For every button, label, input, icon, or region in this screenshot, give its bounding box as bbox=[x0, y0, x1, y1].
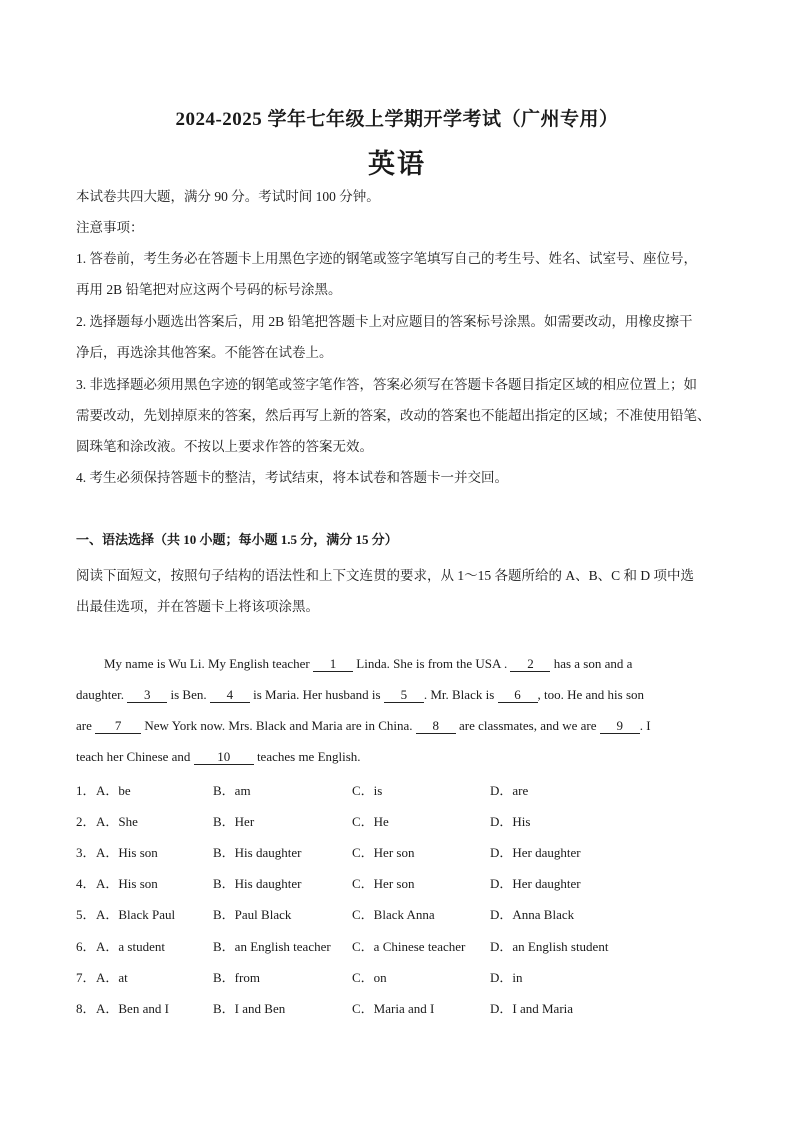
option-d: D．in bbox=[490, 970, 523, 985]
option-b: B．His daughter bbox=[213, 845, 302, 860]
notes-heading: 注意事项： bbox=[76, 220, 144, 235]
question-row bbox=[76, 936, 726, 954]
exam-title: 2024-2025 学年七年级上学期开学考试（广州专用） bbox=[175, 109, 619, 130]
option-c: C．Her son bbox=[352, 845, 415, 860]
option-a: A．at bbox=[96, 970, 128, 985]
question-row bbox=[76, 998, 726, 1016]
passage-text: Linda. She is from the USA . bbox=[353, 656, 511, 671]
option-c: C．Her son bbox=[352, 876, 415, 891]
option-c: C．Maria and I bbox=[352, 1001, 435, 1016]
passage-text: are bbox=[76, 718, 96, 733]
option-b: B．an English teacher bbox=[213, 939, 331, 954]
passage-line bbox=[76, 717, 726, 735]
question-row bbox=[76, 904, 726, 922]
blank-6: 6 bbox=[498, 687, 538, 703]
passage-line bbox=[104, 655, 726, 673]
blank-4: 4 bbox=[210, 687, 250, 703]
passage-text: is Maria. Her husband is bbox=[249, 687, 384, 702]
option-c: C．a Chinese teacher bbox=[352, 939, 466, 954]
option-d: D．His bbox=[490, 814, 531, 829]
passage-text: has a son and a bbox=[550, 656, 633, 671]
note-line: 再用 2B 铅笔把对应这两个号码的标号涂黑。 bbox=[76, 282, 342, 297]
option-a: A．Ben and I bbox=[96, 1001, 169, 1016]
option-d: D．Her daughter bbox=[490, 845, 581, 860]
blank-1: 1 bbox=[313, 656, 353, 672]
option-b: B．am bbox=[213, 783, 251, 798]
option-b: B．from bbox=[213, 970, 260, 985]
option-d: D．Anna Black bbox=[490, 907, 575, 922]
question-number: 6． bbox=[76, 939, 96, 954]
blank-3: 3 bbox=[127, 687, 167, 703]
option-c: C．He bbox=[352, 814, 389, 829]
passage-text: are classmates, and we are bbox=[455, 718, 600, 733]
option-d: D．an English student bbox=[490, 939, 609, 954]
question-number: 4． bbox=[76, 876, 96, 891]
passage-text: daughter. bbox=[76, 687, 128, 702]
note-line: 3. 非选择题必须用黑色字迹的钢笔或签字笔作答，答案必须写在答题卡各题目指定区域的相应位置上；如 bbox=[76, 377, 697, 392]
option-a: A．a student bbox=[96, 939, 165, 954]
passage-line bbox=[76, 748, 726, 766]
question-row bbox=[76, 873, 726, 891]
section-heading: 一、语法选择（共 10 小题；每小题 1.5 分，满分 15 分） bbox=[76, 532, 398, 547]
question-row bbox=[76, 780, 726, 798]
blank-10: 10 bbox=[194, 749, 254, 765]
option-a: A．His son bbox=[96, 845, 158, 860]
passage-text: , too. He and his son bbox=[537, 687, 645, 702]
question-number: 7． bbox=[76, 970, 96, 985]
note-line: 净后，再选涂其他答案。不能答在试卷上。 bbox=[76, 345, 333, 360]
option-b: B．I and Ben bbox=[213, 1001, 286, 1016]
question-number: 5． bbox=[76, 907, 96, 922]
blank-7: 7 bbox=[95, 718, 141, 734]
passage-text: . I bbox=[639, 718, 651, 733]
exam-summary: 本试卷共四大题，满分 90 分。考试时间 100 分钟。 bbox=[76, 189, 380, 204]
passage-line bbox=[76, 686, 726, 704]
question-number: 8． bbox=[76, 1001, 96, 1016]
question-row bbox=[76, 842, 726, 860]
option-a: A．Black Paul bbox=[96, 907, 176, 922]
passage-text: is Ben. bbox=[167, 687, 210, 702]
passage-text: teaches me English. bbox=[253, 749, 361, 764]
option-b: B．Paul Black bbox=[213, 907, 292, 922]
passage-text: My name is Wu Li. My English teacher bbox=[104, 656, 314, 671]
passage-text: . Mr. Black is bbox=[423, 687, 498, 702]
option-b: B．Her bbox=[213, 814, 255, 829]
option-d: D．are bbox=[490, 783, 529, 798]
question-row bbox=[76, 967, 726, 985]
note-line: 需要改动，先划掉原来的答案，然后再写上新的答案，改动的答案也不能超出指定的区域；不准使用铅笔、 bbox=[76, 408, 711, 423]
option-d: D．I and Maria bbox=[490, 1001, 574, 1016]
option-c: C．is bbox=[352, 783, 383, 798]
blank-2: 2 bbox=[510, 656, 550, 672]
note-line: 圆珠笔和涂改液。不按以上要求作答的答案无效。 bbox=[76, 439, 373, 454]
question-number: 3． bbox=[76, 845, 96, 860]
option-d: D．Her daughter bbox=[490, 876, 581, 891]
option-a: A．be bbox=[96, 783, 131, 798]
option-a: A．His son bbox=[96, 876, 158, 891]
question-number: 2． bbox=[76, 814, 96, 829]
subject-title: 英语 bbox=[368, 149, 426, 179]
question-row bbox=[76, 811, 726, 829]
option-c: C．on bbox=[352, 970, 387, 985]
note-line: 2. 选择题每小题选出答案后，用 2B 铅笔把答题卡上对应题目的答案标号涂黑。如需要改动，用橡皮擦干 bbox=[76, 314, 693, 329]
option-b: B．His daughter bbox=[213, 876, 302, 891]
passage-text: teach her Chinese and bbox=[76, 749, 194, 764]
blank-8: 8 bbox=[416, 718, 456, 734]
note-line: 4. 考生必须保持答题卡的整洁，考试结束，将本试卷和答题卡一并交回。 bbox=[76, 470, 508, 485]
section-instructions: 出最佳选项，并在答题卡上将该项涂黑。 bbox=[76, 599, 319, 614]
question-number: 1． bbox=[76, 783, 96, 798]
passage-text: New York now. Mrs. Black and Maria are in China. bbox=[141, 718, 416, 733]
option-c: C．Black Anna bbox=[352, 907, 435, 922]
blank-9: 9 bbox=[600, 718, 640, 734]
blank-5: 5 bbox=[384, 687, 424, 703]
section-instructions: 阅读下面短文，按照句子结构的语法性和上下文连贯的要求，从 1～15 各题所给的 A、B、C 和 D 项中选 bbox=[76, 568, 695, 583]
note-line: 1. 答卷前，考生务必在答题卡上用黑色字迹的钢笔或签字笔填写自己的考生号、姓名、试室号、座位号， bbox=[76, 251, 697, 266]
option-a: A．She bbox=[96, 814, 138, 829]
